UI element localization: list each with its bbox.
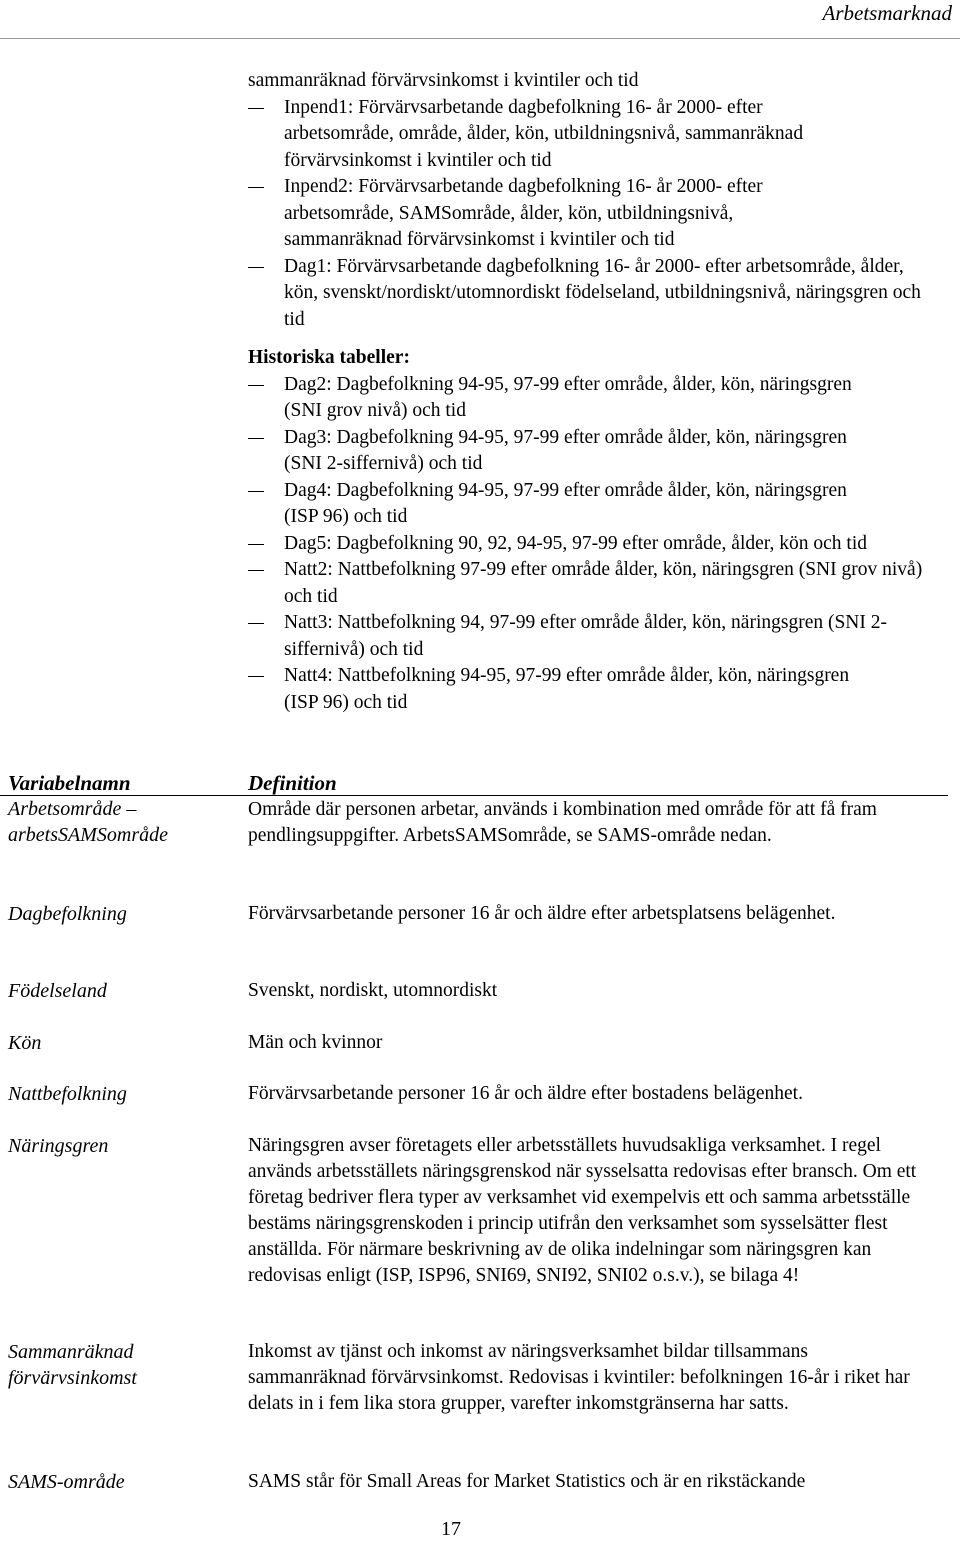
variable-name: Födelseland bbox=[8, 980, 107, 1002]
list-item bbox=[248, 531, 924, 558]
historical-tables bbox=[248, 345, 928, 716]
page-header: Arbetsmarknad bbox=[822, 1, 952, 25]
variable-name: Kön bbox=[8, 1032, 42, 1054]
variable-definition: SAMS står för Small Areas for Market Statistics och är en rikstäckande bbox=[248, 1471, 806, 1492]
variable-definition: Svenskt, nordiskt, utomnordiskt bbox=[248, 980, 498, 1001]
dash-bullet bbox=[248, 108, 264, 109]
list-item bbox=[248, 557, 924, 610]
variable-definition: Inkomst av tjänst och inkomst av näringsverksamhet bildar tillsammans sammanräknad förvärvsinkomst. Redovisas i kvintiler: befolkningen 16-år i riket har delats in i fem lika stora grupper, varefter inkomstgränserna har satts. bbox=[248, 1341, 910, 1414]
list-item-text: Dag4: Dagbefolkning 94-95, 97-99 efter område ålder, kön, näringsgren (ISP 96) och tid bbox=[284, 479, 847, 527]
dash-bullet bbox=[248, 491, 264, 492]
intro-list bbox=[248, 68, 928, 333]
list-item-text: Inpend2: Förvärvsarbetande dagbefolkning 16- år 2000- efter arbetsområde, SAMSområde, ålder, kön, utbildningsnivå, sammanräknad förvärvsinkomst i kvintiler och tid bbox=[284, 176, 763, 250]
dash-bullet bbox=[248, 676, 264, 677]
variable-name: SAMS-område bbox=[8, 1471, 125, 1493]
list-item bbox=[248, 174, 829, 254]
list-item-text: Dag3: Dagbefolkning 94-95, 97-99 efter område ålder, kön, näringsgren (SNI 2-siffernivå) och tid bbox=[284, 426, 847, 474]
column-header-variable: Variabelnamn bbox=[8, 771, 131, 795]
list-item bbox=[248, 610, 924, 663]
dash-bullet bbox=[248, 570, 264, 571]
variable-name: Dagbefolkning bbox=[8, 903, 127, 925]
dash-bullet bbox=[248, 544, 264, 545]
column-header-definition: Definition bbox=[248, 771, 337, 795]
dash-bullet bbox=[248, 187, 264, 188]
dash-bullet bbox=[248, 623, 264, 624]
variable-definition: Område där personen arbetar, används i kombination med område för att få fram pendlingsuppgifter. ArbetsSAMSområde, se SAMS-område nedan. bbox=[248, 799, 877, 846]
variable-definition: Förvärvsarbetande personer 16 år och äldre efter bostadens belägenhet. bbox=[248, 1083, 803, 1104]
variable-name: Nattbefolkning bbox=[8, 1083, 127, 1105]
list-item-text: Dag5: Dagbefolkning 90, 92, 94-95, 97-99 efter område, ålder, kön och tid bbox=[284, 532, 867, 554]
list-item-text: Dag2: Dagbefolkning 94-95, 97-99 efter område, ålder, kön, näringsgren (SNI grov nivå) och tid bbox=[284, 373, 852, 421]
dash-bullet bbox=[248, 438, 264, 439]
page-number: 17 bbox=[441, 1518, 461, 1540]
list-item bbox=[248, 254, 928, 334]
list-item bbox=[248, 663, 864, 716]
variable-name: Sammanräknad förvärvsinkomst bbox=[8, 1341, 137, 1389]
list-item bbox=[248, 478, 864, 531]
variable-name: Näringsgren bbox=[8, 1135, 109, 1157]
list-item bbox=[248, 372, 864, 425]
intro-continuation: sammanräknad förvärvsinkomst i kvintiler och tid bbox=[248, 70, 639, 91]
header-rule bbox=[0, 38, 960, 39]
list-item-text: Inpend1: Förvärvsarbetande dagbefolkning 16- år 2000- efter arbetsområde, område, ålder, kön, utbildningsnivå, sammanräknad förvärvsinkomst i kvintiler och tid bbox=[284, 96, 804, 171]
list-item-text: Natt3: Nattbefolkning 94, 97-99 efter område ålder, kön, näringsgren (SNI 2-siffernivå) och tid bbox=[284, 612, 888, 660]
list-item bbox=[248, 95, 829, 175]
variable-definition: Förvärvsarbetande personer 16 år och äldre efter arbetsplatsens belägenhet. bbox=[248, 903, 836, 924]
variable-name: Arbetsområde – arbetsSAMSområde bbox=[8, 798, 168, 846]
variable-definition: Näringsgren avser företagets eller arbetsställets huvudsakliga verksamhet. I regel används arbetsställets näringsgrenskod när sysselsatta redovisas efter bransch. Om ett företag bedriver flera typer av verksamhet vid exempelvis ett och samma arbetsställe bestäms näringsgrenskoden i princip utifrån den verksamhet som sysselsätter flest anställda. För närmare beskrivning av de olika indelningar som näringsgren kan redovisas enligt (ISP, ISP96, SNI69, SNI92, SNI02 o.s.v.), se bilaga 4! bbox=[248, 1135, 917, 1286]
list-item-text: Natt2: Nattbefolkning 97-99 efter område ålder, kön, näringsgren (SNI grov nivå) och tid bbox=[284, 559, 923, 607]
historical-heading: Historiska tabeller: bbox=[248, 347, 410, 368]
list-item-text: Dag1: Förvärvsarbetande dagbefolkning 16- år 2000- efter arbetsområde, ålder, kön, svenskt/nordiskt/utomnordiskt födelseland, utbildningsnivå, näringsgren och tid bbox=[284, 255, 921, 330]
definition-table-header bbox=[0, 771, 948, 796]
dash-bullet bbox=[248, 385, 264, 386]
variable-definition: Män och kvinnor bbox=[248, 1032, 383, 1053]
list-item-text: Natt4: Nattbefolkning 94-95, 97-99 efter område ålder, kön, näringsgren (ISP 96) och tid bbox=[284, 665, 850, 713]
list-item bbox=[248, 425, 864, 478]
dash-bullet bbox=[248, 267, 264, 268]
